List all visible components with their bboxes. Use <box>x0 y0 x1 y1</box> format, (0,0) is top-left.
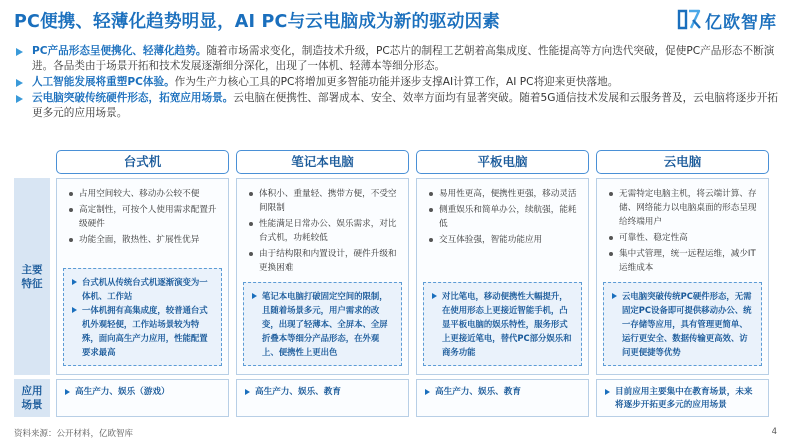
feature-item: 集中式管理，统一远程运维，减少IT运维成本 <box>607 247 758 275</box>
feature-item: 由于结构限和内置设计，硬件升级和更换困难 <box>247 247 398 275</box>
highlight-item: 笔记本电脑打破固定空间的限制，且随着场景多元，用户需求的改变，出现了轻薄本、全屏本、全屏折叠本等细分产品形态，在外观上、便携性上更出色 <box>252 289 393 359</box>
application-item: 目前应用主要集中在教育场景，未来将逐步开拓更多元的应用场景 <box>605 386 760 412</box>
summary-bullet <box>14 91 782 121</box>
bullet-text: 云电脑在便携性、部署成本、安全、效率方面均有显著突破。随着5G通信技术发展和云服务普及，云电脑将逐步开拓更多元的应用场景。 <box>32 92 778 119</box>
column-header: 云电脑 <box>596 150 769 174</box>
application-box <box>56 379 229 417</box>
bullet-text: 随着市场需求变化，制造技术升级，PC芯片的制程工艺朝着高集成度、性能提高等方向迭代突破，促使PC产品形态不断演进。各品类由于场景开拓和技术发展逐渐细分深化，出现了一体机、轻薄本等细分形态。 <box>32 45 775 72</box>
feature-item: 侧重娱乐和简单办公，续航强，能耗低 <box>427 203 578 231</box>
features-box <box>596 178 769 375</box>
feature-item: 功能全面，散热性、扩展性优异 <box>67 233 218 247</box>
feature-item: 可靠性、稳定性高 <box>607 231 758 245</box>
column-tablet <box>416 150 589 397</box>
highlight-item: 台式机从传统台式机逐渐演变为一体机、工作站 <box>72 275 213 303</box>
feature-item: 无需特定电脑主机，将云端计算、存储、网络能力以电脑桌面的形态呈现给终端用户 <box>607 187 758 229</box>
highlight-box <box>423 282 582 366</box>
column-laptop <box>236 150 409 397</box>
highlight-box <box>603 282 762 366</box>
yiou-logo-icon <box>675 6 703 34</box>
logo-text: 亿欧智库 <box>705 12 777 33</box>
column-header: 平板电脑 <box>416 150 589 174</box>
features-box <box>416 178 589 375</box>
feature-item: 性能满足日常办公、娱乐需求，对比台式机，功耗较低 <box>247 217 398 245</box>
features-box <box>236 178 409 375</box>
bullet-text: 作为生产力核心工具的PC将增加更多智能功能并逐步支撑AI计算工作，AI PC将迎来更快落地。 <box>174 76 619 88</box>
row-label-features: 主要 特征 <box>14 178 50 375</box>
triangle-bullet-icon <box>16 79 23 87</box>
feature-item: 体积小、重量轻、携带方便，不受空间限制 <box>247 187 398 215</box>
column-header: 笔记本电脑 <box>236 150 409 174</box>
summary-bullet <box>14 75 782 90</box>
summary-bullets <box>14 44 782 122</box>
highlight-item: 云电脑突破传统PC硬件形态，无需固定PC设备即可提供移动办公、统一存储等应用，具有管理更简单、运行更安全、数据传输更高效、访问更便捷等优势 <box>612 289 753 359</box>
triangle-bullet-icon <box>16 95 23 103</box>
application-box <box>596 379 769 417</box>
summary-bullet <box>14 44 782 74</box>
application-item: 高生产力、娱乐、教育 <box>425 386 580 399</box>
logo <box>675 6 777 34</box>
feature-item: 占用空间较大、移动办公较不便 <box>67 187 218 201</box>
highlight-box <box>63 268 222 366</box>
triangle-bullet-icon <box>16 48 23 56</box>
bullet-heading: 人工智能发展将重塑PC体验。 <box>32 76 175 88</box>
application-box <box>236 379 409 417</box>
application-item: 高生产力、娱乐、教育 <box>245 386 400 399</box>
feature-item: 交互体验强，智能功能应用 <box>427 233 578 247</box>
bullet-heading: PC产品形态呈便携化、轻薄化趋势。 <box>32 45 207 57</box>
application-box <box>416 379 589 417</box>
column-desktop <box>56 150 229 397</box>
page-number: 4 <box>771 427 777 437</box>
feature-item: 易用性更高，便携性更强，移动灵活 <box>427 187 578 201</box>
feature-item: 高定制性，可按个人使用需求配置升级硬件 <box>67 203 218 231</box>
column-header: 台式机 <box>56 150 229 174</box>
source-note: 资料来源：公开材料，亿欧智库 <box>14 429 134 439</box>
features-box <box>56 178 229 375</box>
column-cloud-pc <box>596 150 769 410</box>
highlight-box <box>243 282 402 366</box>
page-title: PC便携、轻薄化趋势明显，AI PC与云电脑成为新的驱动因素 <box>14 12 500 32</box>
application-item: 高生产力、娱乐（游戏） <box>65 386 220 399</box>
bullet-heading: 云电脑突破传统硬件形态，拓宽应用场景。 <box>32 92 234 104</box>
highlight-item: 对比笔电，移动便携性大幅提升，在使用形态上更接近智能手机，凸显平板电脑的娱乐特性，服务形式上更接近笔电，替代PC部分娱乐和商务功能 <box>432 289 573 359</box>
row-label-application: 应用 场景 <box>14 379 50 417</box>
highlight-item: 一体机拥有高集成度，较普通台式机外观轻便，工作站场景较为特殊，面向高生产力应用，性能配置要求最高 <box>72 303 213 359</box>
